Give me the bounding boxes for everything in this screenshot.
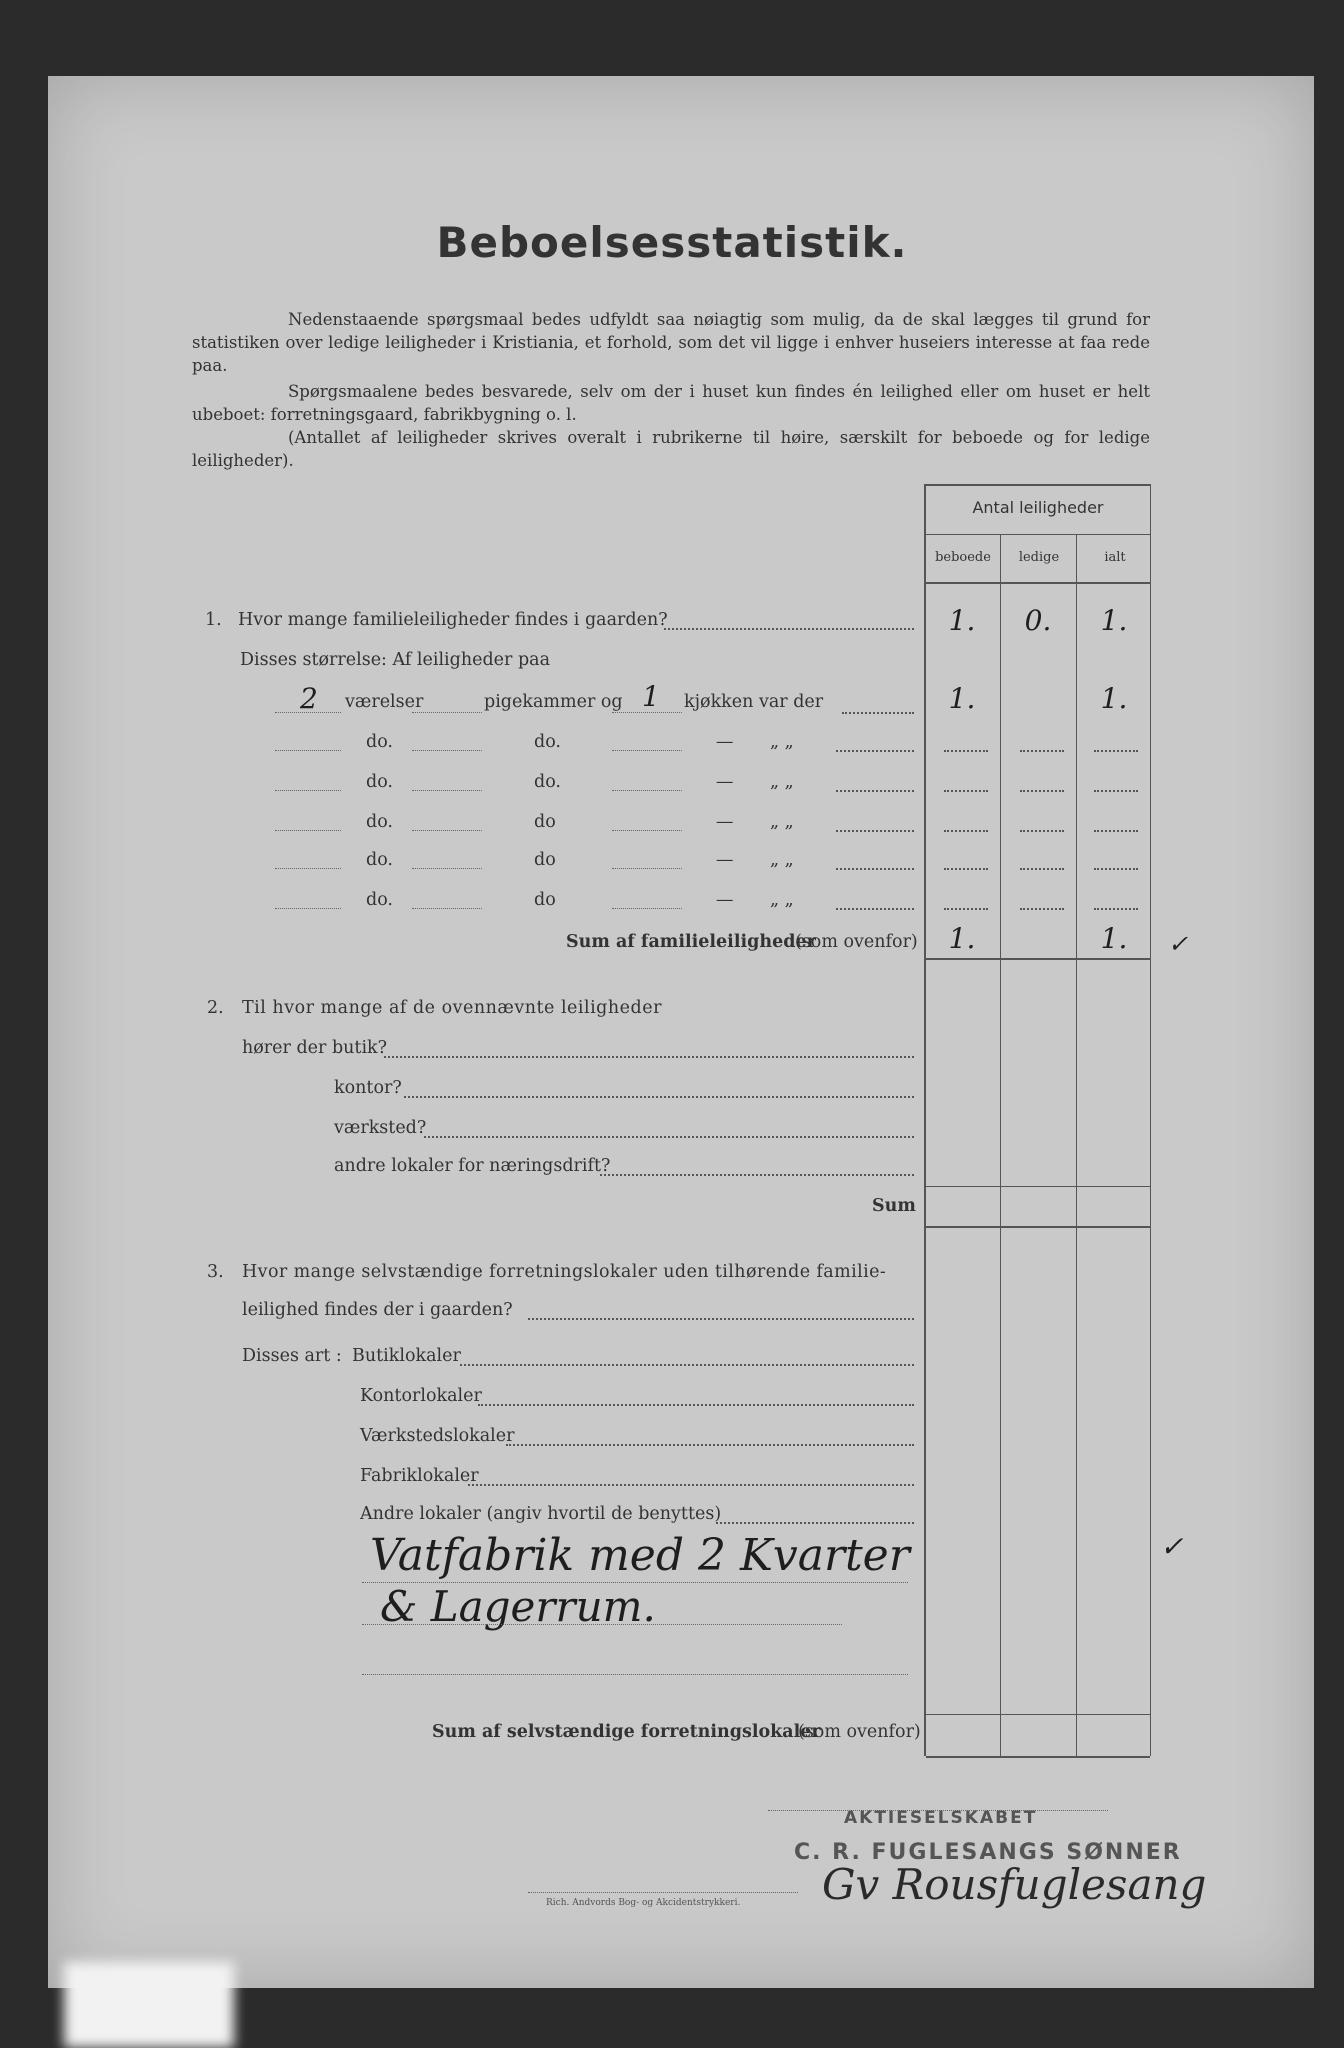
col-header-ialt: ialt: [1104, 550, 1126, 565]
do-row-label-1: do.: [366, 850, 393, 870]
col-header-beboede: beboede: [935, 550, 991, 565]
do-row-label-1: do.: [366, 732, 393, 752]
table-header-rule: [926, 534, 1150, 535]
intro-paragraph-1: Nedenstaaende spørgsmaal bedes udfyldt saa nøiagtig som mulig, da de skal lægges til grund for statistiken over ledige leiligheder i Kristiania, et forhold, som det vil ligge i enhver huseiers interesse at faa rede paa.: [192, 310, 1150, 375]
q2-andre-dots: [600, 1174, 914, 1176]
table-group-header: Antal leiligheder: [972, 498, 1104, 517]
do-row-label-1: do.: [366, 772, 393, 792]
col-header-ledige: ledige: [1018, 550, 1060, 565]
q2-sum-rule: [926, 1226, 1150, 1228]
do-row-blank-3: [612, 868, 682, 869]
q3-sum-suffix: (som ovenfor): [798, 1722, 921, 1742]
do-row-cell-dots-2: [1020, 830, 1064, 832]
table-col-line-1: [924, 484, 926, 1756]
do-row-cell-dots-2: [1020, 868, 1064, 870]
do-row-quotes: „ „: [770, 850, 794, 870]
do-row-blank-3: [612, 790, 682, 791]
q3-check-mark: ✓: [1160, 1530, 1184, 1563]
intro-paragraph-3: (Antallet af leiligheder skrives overalt i rubrikerne til høire, særskilt for beboede og for ledige leiligheder).: [192, 428, 1150, 470]
q1-answer-beboede: 1.: [948, 604, 976, 637]
row1-kjokken-value: 1: [642, 680, 660, 713]
do-row-cell-dots-3: [1094, 790, 1138, 792]
do-row-cell-dots-1: [944, 830, 988, 832]
do-row-blank-3: [612, 908, 682, 909]
row1-ialt: 1.: [1100, 682, 1128, 715]
do-row-dots: [836, 908, 914, 910]
q3-art-label: Disses art :: [242, 1346, 342, 1366]
row1-pigekammer-blank: [412, 712, 482, 713]
do-row-cell-dots-3: [1094, 908, 1138, 910]
q1-sum-rule: [926, 958, 1150, 960]
do-row-blank-1: [275, 830, 341, 831]
do-row-cell-dots-2: [1020, 908, 1064, 910]
do-row-blank-1: [275, 868, 341, 869]
do-row-cell-dots-3: [1094, 868, 1138, 870]
q3-handwritten-line2: & Lagerrum.: [380, 1582, 656, 1631]
q2-item-vaerksted: værksted?: [334, 1118, 427, 1138]
q3-write-line-3: [362, 1674, 908, 1675]
do-row-cell-dots-1: [944, 750, 988, 752]
q1-sum-suffix: (som ovenfor): [795, 932, 918, 952]
q1-text: Hvor mange familieleiligheder findes i gaarden?: [238, 610, 668, 630]
do-row-label-2: do: [534, 890, 556, 910]
q3-sum-label: Sum af selvstændige forretningslokaler: [432, 1722, 821, 1742]
do-row-cell-dots-1: [944, 908, 988, 910]
q1-sum-beboede: 1.: [948, 922, 976, 955]
q3-leader-dots: [528, 1318, 914, 1320]
do-row-quotes: „ „: [770, 732, 794, 752]
intro-paragraph-2: Spørgsmaalene bedes besvarede, selv om der i huset kun findes én leilighed eller om huset er helt ubeboet: forretningsgaard, fabrikbygning o. l.: [192, 382, 1150, 424]
q1-answer-ledige: 0.: [1024, 604, 1052, 637]
table-top-rule: [926, 484, 1150, 486]
q2-text: Til hvor mange af de ovennævnte leiligheder: [242, 998, 662, 1018]
do-row-blank-1: [275, 790, 341, 791]
do-row-blank-2: [412, 908, 482, 909]
do-row-blank-3: [612, 750, 682, 751]
q3-number: 3.: [207, 1262, 224, 1282]
q3-handwritten-line1: Vatfabrik med 2 Kvarter: [370, 1530, 910, 1581]
do-row-cell-dots-2: [1020, 790, 1064, 792]
q3-vaerksted-dots: [506, 1444, 914, 1446]
q3-fabrik-dots: [468, 1484, 914, 1486]
q2-vaerksted-dots: [424, 1136, 914, 1138]
do-row-dots: [836, 830, 914, 832]
do-row-label-2: do.: [534, 732, 561, 752]
do-row-cell-dots-2: [1020, 750, 1064, 752]
light-glare: [64, 1962, 234, 2048]
stamp-line-2: C. R. FUGLESANGS SØNNER: [794, 1840, 1182, 1865]
do-row-cell-dots-3: [1094, 830, 1138, 832]
do-row-quotes: „ „: [770, 890, 794, 910]
q3-item-vaerkstedslokaler: Værkstedslokaler: [360, 1426, 515, 1446]
row1-leader-dots: [842, 712, 914, 714]
q3-sum-rule: [926, 1756, 1150, 1758]
q1-number: 1.: [205, 610, 222, 630]
row1-kjokken-label: kjøkken var der: [684, 692, 824, 712]
q3-item-kontorlokaler: Kontorlokaler: [360, 1386, 482, 1406]
q1-size-label: Disses størrelse: Af leiligheder paa: [240, 650, 551, 670]
do-row-label-2: do: [534, 812, 556, 832]
do-row-blank-2: [412, 790, 482, 791]
do-row-dash: —: [716, 850, 734, 870]
do-row-blank-3: [612, 830, 682, 831]
row1-vaerelser-value: 2: [300, 682, 318, 715]
q2-kontor-dots: [404, 1096, 914, 1098]
printer-credit: Rich. Andvords Bog- og Akcidentstrykkeri.: [546, 1898, 741, 1908]
q3-item-andre: Andre lokaler (angiv hvortil de benyttes): [360, 1504, 722, 1524]
do-row-dash: —: [716, 890, 734, 910]
q1-sum-label: Sum af familieleiligheder: [566, 932, 816, 952]
do-row-blank-1: [275, 908, 341, 909]
q3-item-butiklokaler: Butiklokaler: [352, 1346, 461, 1366]
do-row-dots: [836, 790, 914, 792]
printer-line: [528, 1892, 798, 1893]
q2-sum-top-rule: [926, 1186, 1150, 1187]
table-col-line-3: [1076, 534, 1077, 1756]
do-row-label-1: do.: [366, 890, 393, 910]
do-row-quotes: „ „: [770, 772, 794, 792]
q1-sum-ialt: 1.: [1100, 922, 1128, 955]
do-row-cell-dots-1: [944, 790, 988, 792]
q3-kontor-dots: [478, 1404, 914, 1406]
q3-write-line-2: [362, 1624, 842, 1625]
q1-check-mark: ✓: [1168, 930, 1189, 958]
q2-item-kontor: kontor?: [334, 1078, 402, 1098]
q2-item-butik: hører der butik?: [242, 1038, 388, 1058]
row1-pigekammer-label: pigekammer og: [484, 692, 623, 712]
do-row-blank-2: [412, 830, 482, 831]
do-row-label-1: do.: [366, 812, 393, 832]
do-row-blank-1: [275, 750, 341, 751]
q1-answer-ialt: 1.: [1100, 604, 1128, 637]
do-row-cell-dots-1: [944, 868, 988, 870]
q3-item-fabriklokaler: Fabriklokaler: [360, 1466, 479, 1486]
q2-item-andre: andre lokaler for næringsdrift?: [334, 1156, 611, 1176]
stamp-line-1: AKTIESELSKABET: [844, 1808, 1038, 1828]
do-row-label-2: do.: [534, 772, 561, 792]
signature: Gv Rousfuglesang: [822, 1860, 1207, 1909]
form-title: Beboelsesstatistik.: [436, 218, 908, 267]
q2-sum-label: Sum: [872, 1196, 916, 1216]
do-row-dash: —: [716, 772, 734, 792]
do-row-label-2: do: [534, 850, 556, 870]
do-row-dash: —: [716, 732, 734, 752]
q2-number: 2.: [207, 998, 224, 1018]
table-col-line-4: [1150, 484, 1151, 1756]
q3-text-line1: Hvor mange selvstændige forretningslokaler uden tilhørende familie-: [242, 1262, 887, 1282]
q2-butik-dots: [384, 1056, 914, 1058]
q3-andre-dots: [716, 1522, 914, 1524]
table-col-line-2: [1000, 534, 1001, 1756]
do-row-dash: —: [716, 812, 734, 832]
table-col-header-rule: [926, 582, 1150, 584]
q1-leader-dots: [664, 628, 914, 630]
row1-beboede: 1.: [948, 682, 976, 715]
do-row-blank-2: [412, 750, 482, 751]
do-row-cell-dots-3: [1094, 750, 1138, 752]
q3-text-line2: leilighed findes der i gaarden?: [242, 1300, 513, 1320]
do-row-dots: [836, 750, 914, 752]
do-row-dots: [836, 868, 914, 870]
q3-sum-top-rule: [926, 1714, 1150, 1715]
row1-vaerelser-label: værelser: [345, 692, 424, 712]
q3-butik-dots: [460, 1364, 914, 1366]
do-row-blank-2: [412, 868, 482, 869]
do-row-quotes: „ „: [770, 812, 794, 832]
